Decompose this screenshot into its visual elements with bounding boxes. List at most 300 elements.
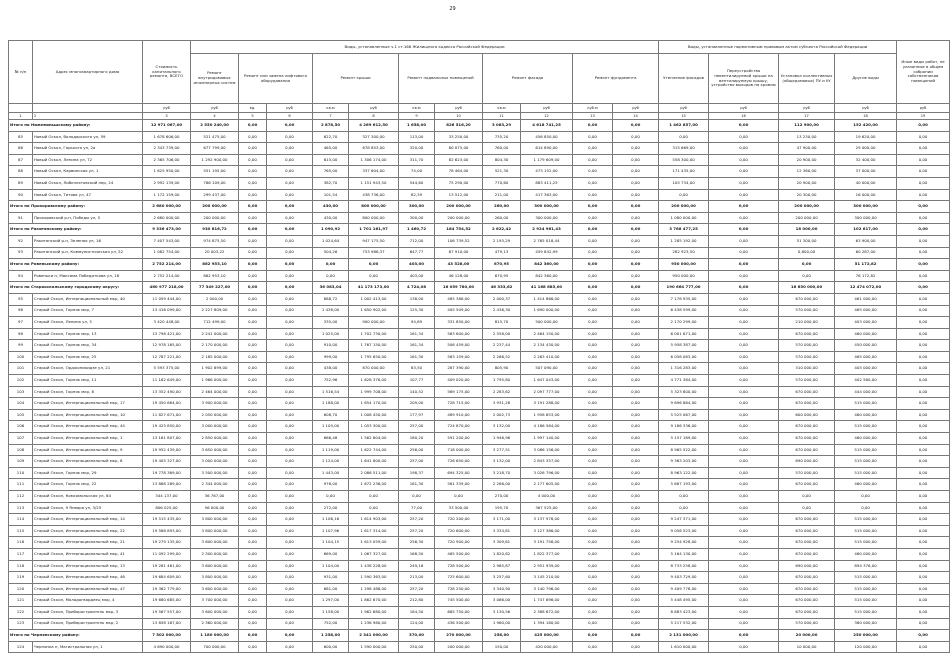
table-row (9, 421, 950, 433)
table-cell: 19 425 850,00 (143, 421, 191, 433)
table-cell: 460 000,00 (835, 433, 897, 445)
table-cell: 753 986,37 (349, 247, 399, 259)
table-cell: 0,00 (573, 572, 613, 584)
table-cell: 0,00 (239, 270, 267, 282)
table-cell: 3 000 000,00 (191, 456, 239, 468)
table-cell: 0,00 (267, 351, 313, 363)
table-cell: 2 002,73 (483, 409, 521, 421)
table-cell: 0,00 (659, 131, 709, 143)
table-cell: 2 131 000,00 (659, 630, 709, 642)
table-cell: 0,00 (897, 386, 950, 398)
table-cell: 109 (9, 456, 33, 468)
table-cell: 0,00 (573, 317, 613, 329)
table-cell: 1 516,54 (313, 386, 349, 398)
table-cell: Итого по Ракитянскому району: (9, 224, 143, 236)
table-cell: 152 420,00 (835, 120, 897, 132)
table-cell: 1 960,00 (483, 618, 521, 630)
table-cell: 113 (9, 502, 33, 514)
table-cell: 760,00 (483, 143, 521, 155)
table-cell: 256,30 (399, 537, 435, 549)
table-cell: 0,00 (709, 247, 779, 259)
table-cell: 521,30 (483, 166, 521, 178)
table-cell: 670 000,00 (779, 606, 835, 618)
table-cell: 19 620,00 (835, 131, 897, 143)
table-cell: 0,00 (709, 514, 779, 526)
table-cell: 120 000,00 (835, 641, 897, 653)
table-cell: 1 285 192,00 (659, 235, 709, 247)
table-cell: 0,00 (709, 548, 779, 560)
table-cell: 4 269 612,50 (349, 120, 399, 132)
subtotal-row (9, 630, 950, 642)
table-cell: 3 (143, 113, 191, 120)
table-cell: 1 650 902,00 (349, 305, 399, 317)
table-cell: 1 747 696,00 (521, 595, 573, 607)
table-cell: Старый Оскол, Орджоникидзе ул, 21 (33, 363, 143, 375)
table-cell: 0,00 (897, 328, 950, 340)
table-cell: 570 000,00 (779, 305, 835, 317)
table-cell: 515 000,00 (835, 606, 897, 618)
table-cell: 460 000,00 (835, 548, 897, 560)
table-cell: 670 000,00 (779, 479, 835, 491)
table-cell: 1 617 314,00 (349, 525, 399, 537)
table-cell: 2 237,44 (483, 340, 521, 352)
table-cell: 1 090,92 (313, 224, 349, 236)
table-cell: 826 516,20 (435, 120, 483, 132)
table-cell: 5 525 067,00 (659, 409, 709, 421)
table-cell: 436 500,00 (435, 618, 483, 630)
table-cell: 0,00 (709, 293, 779, 305)
table-cell: 1 946,96 (483, 433, 521, 445)
table-cell: 670 000,00 (779, 595, 835, 607)
table-cell: 506 459,00 (435, 340, 483, 352)
table-cell: 2 752 214,00 (143, 259, 191, 271)
table-row (9, 572, 950, 584)
table-cell: 770,60 (483, 177, 521, 189)
table-cell: 0,00 (239, 154, 267, 166)
table-cell: 1 025,00 (313, 328, 349, 340)
table-cell: 2 185 000,00 (191, 351, 239, 363)
table-cell: 0,00 (267, 525, 313, 537)
table-cell: 300 000,00 (521, 201, 573, 213)
table-cell: 725 600,00 (435, 572, 483, 584)
table-cell: 0,00 (897, 247, 950, 259)
table-cell: 0,00 (239, 537, 267, 549)
table-cell: 7 407 543,00 (143, 235, 191, 247)
table-row (9, 305, 950, 317)
table-cell: 0,00 (349, 259, 399, 271)
table-cell: 515 000,00 (835, 421, 897, 433)
table-cell: 0,00 (239, 131, 267, 143)
table-cell: 0,00 (573, 479, 613, 491)
table-cell: 0,00 (659, 189, 709, 201)
table-cell: 9 363 203,00 (659, 456, 709, 468)
table-cell: 0,00 (613, 259, 659, 271)
table-cell: 3 800 000,00 (191, 525, 239, 537)
table-cell: 728 500,00 (435, 560, 483, 572)
table-cell: 0,00 (239, 618, 267, 630)
table-cell: 12 474 072,00 (835, 282, 897, 294)
table-cell: 257,20 (399, 525, 435, 537)
table-cell: 1 701 161,97 (349, 224, 399, 236)
header-repair-engineering: Ремонт внутридомовых инженерных систем (191, 54, 239, 104)
table-cell: 3 218,70 (483, 467, 521, 479)
table-cell: 0,00 (709, 386, 779, 398)
table-cell: Прохоровский р-н, Победы ул, 5 (33, 212, 143, 224)
table-cell: 515 000,00 (835, 595, 897, 607)
table-cell: 0,00 (573, 131, 613, 143)
table-cell: 0,00 (613, 189, 659, 201)
table-cell: 0,00 (573, 421, 613, 433)
table-cell: 0,00 (613, 154, 659, 166)
table-cell: 107,77 (399, 375, 435, 387)
table-row (9, 154, 950, 166)
table-cell: 0,00 (897, 583, 950, 595)
table-cell: 94 (9, 270, 33, 282)
table-cell: 13 161 807,00 (143, 433, 191, 445)
table-cell: 3 066,00 (483, 595, 521, 607)
table-cell: 0,00 (239, 525, 267, 537)
table-cell: 29 000,00 (835, 143, 897, 155)
table-cell: 2 000,37 (483, 293, 521, 305)
table-cell: 2 227 809,00 (191, 305, 239, 317)
table-cell: 257,00 (399, 456, 435, 468)
table-cell: 0,00 (613, 282, 659, 294)
table-row (9, 548, 950, 560)
table-cell: 1 179 609,00 (521, 154, 573, 166)
table-cell: 1 647 043,00 (521, 375, 573, 387)
table-cell: 800 000,00 (349, 212, 399, 224)
table-cell: 2 (33, 113, 143, 120)
table-cell: 720 900,00 (435, 537, 483, 549)
table-cell: 0,00 (897, 502, 950, 514)
table-cell: 0,00 (267, 189, 313, 201)
table-row (9, 247, 950, 259)
table-cell: 0,00 (267, 467, 313, 479)
table-cell: 0,00 (573, 491, 613, 503)
table-cell: 86 (9, 143, 33, 155)
table-cell: 670 000,00 (779, 525, 835, 537)
table-cell: 18 (835, 113, 897, 120)
table-cell: 1 654 170,00 (349, 398, 399, 410)
table-cell: 1 641 800,00 (349, 456, 399, 468)
table-cell: 1 188,00 (313, 398, 349, 410)
table-cell: 200 000,00 (779, 212, 835, 224)
table-cell: 2 000,00 (191, 293, 239, 305)
table-cell: 0,00 (613, 224, 659, 236)
table-cell: 3 600 000,00 (191, 583, 239, 595)
table-cell: 0,00 (267, 201, 313, 213)
table-row (9, 131, 950, 143)
table-cell: 0,00 (267, 282, 313, 294)
table-cell: 122 (9, 606, 33, 618)
table-cell: 0,00 (613, 375, 659, 387)
table-cell: 16 650 000,00 (779, 282, 835, 294)
table-cell: 87 (9, 154, 33, 166)
table-cell: 0,00 (239, 247, 267, 259)
table-cell: 0,00 (267, 421, 313, 433)
table-cell: 4 690 000,00 (143, 641, 191, 653)
table-cell: 1 053 300,00 (349, 421, 399, 433)
table-cell: 0,00 (239, 467, 267, 479)
table-cell: 1 622 744,00 (349, 444, 399, 456)
table-cell: 745 500,00 (435, 595, 483, 607)
header-other: Другие виды (835, 54, 897, 104)
table-cell: 2 680 000,00 (143, 212, 191, 224)
table-row (9, 514, 950, 526)
table-cell: 3 340,90 (483, 583, 521, 595)
table-cell: 2 464 150,00 (521, 328, 573, 340)
table-cell: 430,00 (313, 201, 349, 213)
table-cell: 974 875,50 (191, 235, 239, 247)
table-cell (33, 104, 143, 113)
table-cell: 104 (9, 398, 33, 410)
table-cell: 0,00 (267, 398, 313, 410)
table-cell: 479,13 (483, 247, 521, 259)
table-cell: 12 978 165,00 (143, 340, 191, 352)
table-cell: 250,00 (399, 641, 435, 653)
table-cell: 0,00 (897, 201, 950, 213)
table-cell: 569 175,00 (435, 386, 483, 398)
table-cell: 1 562 804,00 (349, 433, 399, 445)
table-cell: 0,00 (613, 491, 659, 503)
table-cell: 1 625 950,00 (143, 166, 191, 178)
table-cell: 2 263 410,00 (521, 351, 573, 363)
table-cell: 0,00 (709, 583, 779, 595)
header-reserve: Иные виды работ, не указанные в общем собрании собственников помещений (897, 41, 950, 104)
table-cell: 0,00 (897, 630, 950, 642)
table-cell: руб (521, 104, 573, 113)
table-cell: 0,00 (897, 189, 950, 201)
table-cell: 3 600 000,00 (191, 606, 239, 618)
table-cell: 11 162 649,00 (143, 375, 191, 387)
table-cell: 670 000,00 (779, 583, 835, 595)
table-cell: 1 613 059,00 (349, 537, 399, 549)
table-cell: 1 104,15 (313, 537, 349, 549)
table-row (9, 456, 950, 468)
table-cell: 670 000,00 (779, 328, 835, 340)
table-cell: 99 (9, 340, 33, 352)
table-cell: 0,00 (267, 514, 313, 526)
table-cell: 0,00 (239, 606, 267, 618)
table-cell: 670 000,00 (779, 548, 835, 560)
table-cell: 563 600,00 (435, 328, 483, 340)
table-cell: 8 (349, 113, 399, 120)
table-cell: 213,00 (399, 572, 435, 584)
table-cell: 19 362 779,00 (143, 583, 191, 595)
table-cell: 0,00 (709, 421, 779, 433)
table-cell: 0,00 (239, 548, 267, 560)
table-cell: 0,00 (573, 154, 613, 166)
table-cell: 337 604,00 (349, 166, 399, 178)
table-cell: 0,00 (613, 363, 659, 375)
table-cell: 1 158,00 (313, 606, 349, 618)
table-cell: 0,00 (267, 444, 313, 456)
table-cell: 12 971 067,00 (143, 120, 191, 132)
table-cell: 2 951 939,00 (521, 560, 573, 572)
table-cell: 0,00 (613, 514, 659, 526)
table-cell: 3 800 000,00 (191, 572, 239, 584)
table-row (9, 537, 950, 549)
table-cell: 1 316 283,00 (659, 363, 709, 375)
table-cell: 888,72 (313, 293, 349, 305)
table-cell: 622,70 (313, 131, 349, 143)
table-cell: 2 097 777,00 (521, 386, 573, 398)
table-cell: 0,00 (709, 618, 779, 630)
table-cell: 815,70 (483, 317, 521, 329)
table-cell: Старый Оскол, Приборостроитель мкр, 2 (33, 618, 143, 630)
header-total-cost: Стоимость капитального ремонта, ВСЕГО (143, 41, 191, 104)
table-row (9, 560, 950, 572)
table-cell: 90 (9, 189, 33, 201)
table-cell: 82 623,00 (435, 154, 483, 166)
table-cell: 600 000,00 (779, 409, 835, 421)
table-cell: 0,00 (897, 375, 950, 387)
table-cell: 88 (9, 166, 33, 178)
table-cell: 647,77 (399, 247, 435, 259)
table-cell: 900 000,00 (349, 317, 399, 329)
table-cell: 0,00 (573, 143, 613, 155)
table-row (9, 363, 950, 375)
table-cell: 20 003,22 (191, 247, 239, 259)
table-cell: 515 000,00 (835, 467, 897, 479)
table-cell: 430,00 (313, 212, 349, 224)
table-cell: 999,00 (313, 351, 349, 363)
table-cell: 0,00 (573, 630, 613, 642)
table-cell: 20 300,00 (779, 189, 835, 201)
table-cell: 18 000,00 (779, 224, 835, 236)
table-cell: 200 000,00 (435, 641, 483, 653)
table-cell: 367 525,00 (521, 502, 573, 514)
table-cell: 0,00 (573, 409, 613, 421)
table-cell: Ровеньки п, Максима Победиткова ул, 18 (33, 270, 143, 282)
table-cell: 0,00 (897, 467, 950, 479)
table-cell: 3 277,51 (483, 444, 521, 456)
table-cell: 670 000,00 (779, 537, 835, 549)
table-cell: 106 (9, 421, 33, 433)
table-cell: 0,00 (239, 502, 267, 514)
table-cell: 2 050 000,00 (191, 409, 239, 421)
table-cell: 804,30 (483, 154, 521, 166)
table-cell: 0,00 (897, 305, 950, 317)
table-cell: 456 850,00 (521, 131, 573, 143)
table-cell: 82,39 (399, 189, 435, 201)
table-cell: Старый Оскол, Интернациональный мкр, 10 (33, 409, 143, 421)
table-cell: 3 171,00 (483, 514, 521, 526)
table-cell: 728 250,00 (435, 583, 483, 595)
capital-repair-table (8, 40, 950, 653)
table-cell: 1 614 903,00 (349, 514, 399, 526)
table-cell: 300,00 (399, 212, 435, 224)
table-cell: 9 058 523,00 (659, 525, 709, 537)
table-cell: 0,00 (267, 317, 313, 329)
table-cell: 0,00 (709, 456, 779, 468)
table-cell: 320,00 (399, 143, 435, 155)
table-cell: 0,00 (267, 433, 313, 445)
table-cell: 690 000,00 (779, 456, 835, 468)
table-cell: 5 958 387,00 (659, 340, 709, 352)
table-cell: 0,00 (267, 131, 313, 143)
table-cell: 1 590 363,00 (349, 572, 399, 584)
table-cell: 0,00 (613, 351, 659, 363)
table-cell: 1 105,00 (313, 421, 349, 433)
table-cell: 883 411,25 (521, 177, 573, 189)
table-cell: 287 390,00 (435, 363, 483, 375)
table-cell: 10 (435, 113, 483, 120)
table-cell: 6 438 599,00 (659, 305, 709, 317)
table-cell: 1 106,16 (313, 514, 349, 526)
table-cell: 1 820,82 (483, 548, 521, 560)
table-cell: 0,00 (613, 630, 659, 642)
table-cell: 0,00 (709, 351, 779, 363)
table-cell: 2 266,00 (483, 479, 521, 491)
table-cell: 0,00 (659, 491, 709, 503)
table-cell: 13 858 167,00 (143, 618, 191, 630)
table-cell: 0,00 (573, 328, 613, 340)
table-cell: Ракитянский р-н, Коммунистическая ул, 52 (33, 247, 143, 259)
table-cell: 19 567 557,00 (143, 606, 191, 618)
table-cell: 67 910,00 (435, 247, 483, 259)
table-cell: Итого по Прохоровскому району: (9, 201, 143, 213)
table-cell: 0,00 (239, 235, 267, 247)
table-cell: 2 992 139,00 (143, 177, 191, 189)
table-cell: 115 (9, 525, 33, 537)
table-cell: 83,50 (399, 363, 435, 375)
table-cell: 300,00 (399, 201, 435, 213)
table-cell: 1 462 857,00 (659, 120, 709, 132)
table-cell: 0,00 (313, 259, 349, 271)
table-cell: 459 842,99 (521, 247, 573, 259)
table-cell: 0,00 (239, 595, 267, 607)
table-cell: 0,00 (709, 560, 779, 572)
table-cell: 0,00 (613, 340, 659, 352)
table-cell: Итого по Старооскольскому городскому округу: (9, 282, 143, 294)
table-cell: 97 (9, 317, 33, 329)
table-cell: 0,00 (267, 259, 313, 271)
table-cell: ед. (239, 104, 267, 113)
table-cell: 3 600 000,00 (191, 560, 239, 572)
table-cell: 118 (9, 560, 33, 572)
table-row (9, 479, 950, 491)
table-cell: 1 124,00 (313, 456, 349, 468)
table-cell: 0,00 (267, 595, 313, 607)
table-cell: 0,00 (573, 293, 613, 305)
table-cell: 117 (9, 548, 33, 560)
table-cell: 77,00 (399, 502, 435, 514)
table-cell: 591 200,00 (435, 433, 483, 445)
table-cell: руб (267, 104, 313, 113)
table-cell: 3 191 288,00 (521, 398, 573, 410)
table-cell: 0,00 (239, 282, 267, 294)
subtotal-row (9, 224, 950, 236)
table-cell: 2 765 018,44 (521, 235, 573, 247)
table-cell: 694 325,00 (435, 467, 483, 479)
table-cell: 2 365 706,00 (143, 154, 191, 166)
table-row (9, 270, 950, 282)
table-cell: 200 000,00 (435, 212, 483, 224)
table-cell: 106 739,52 (435, 235, 483, 247)
table-cell: 8 963 122,00 (659, 467, 709, 479)
table-cell: 0,00 (239, 177, 267, 189)
table-cell: 2 752 214,00 (143, 270, 191, 282)
table-cell: 0,00 (267, 328, 313, 340)
table-cell: 0,00 (897, 421, 950, 433)
table-cell: руб (709, 104, 779, 113)
table-cell: 98 (9, 328, 33, 340)
header-insulation: Утепление фасадов (659, 54, 709, 104)
table-cell: 12 787 221,00 (143, 351, 191, 363)
table-cell: 260,00 (483, 212, 521, 224)
table-cell: 0,00 (897, 166, 950, 178)
